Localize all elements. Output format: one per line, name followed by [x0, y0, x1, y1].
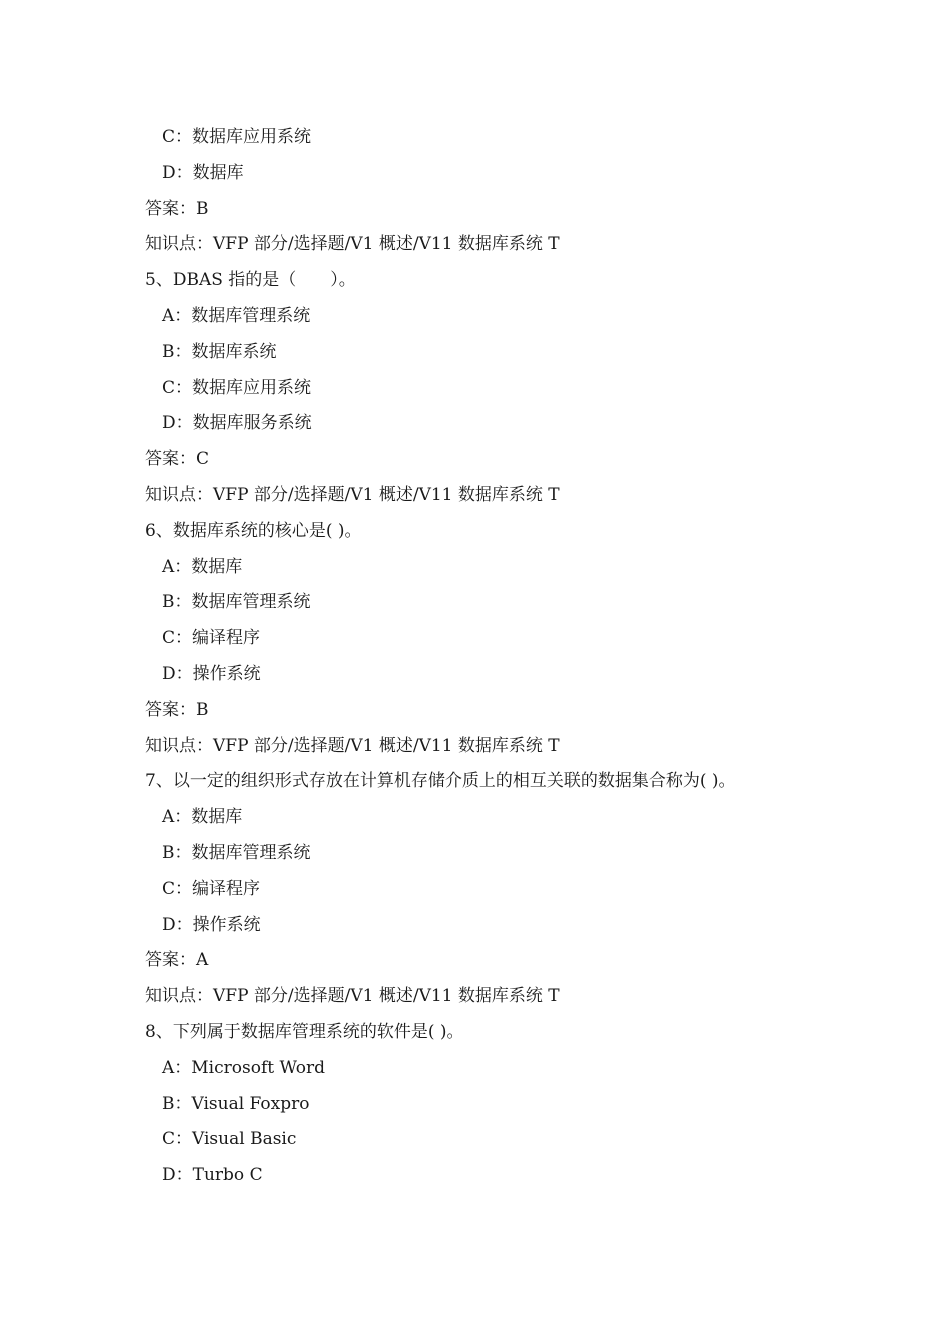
option-line: C：数据库应用系统	[162, 127, 312, 147]
option-line: D：数据库	[162, 162, 244, 183]
option-line: A：数据库	[162, 807, 243, 828]
option-line: D：Turbo C	[162, 1165, 263, 1186]
document-page	[145, 120, 845, 1194]
option-line: A：Microsoft Word	[162, 1057, 326, 1078]
question-line: 8、下列属于数据库管理系统的软件是( )。	[145, 1021, 464, 1042]
option-line: B：数据库系统	[162, 341, 277, 362]
option-line: C：编译程序	[162, 878, 261, 899]
option-line: A：数据库管理系统	[162, 305, 311, 326]
knowledge-point-line: 知识点：VFP 部分/选择题/V1 概述/V11 数据库系统 T	[145, 735, 560, 756]
option-line: C：Visual Basic	[162, 1129, 297, 1150]
option-line: B：数据库管理系统	[162, 592, 311, 613]
option-line: B：Visual Foxpro	[162, 1093, 310, 1114]
option-line: A：数据库	[162, 556, 243, 577]
question-line: 7、以一定的组织形式存放在计算机存储介质上的相互关联的数据集合称为( )。	[145, 771, 736, 792]
answer-line: 答案：C	[145, 449, 210, 470]
question-line: 6、数据库系统的核心是( )。	[145, 520, 362, 541]
answer-line: 答案：B	[145, 699, 209, 720]
option-line: C：编译程序	[162, 628, 261, 649]
knowledge-point-line: 知识点：VFP 部分/选择题/V1 概述/V11 数据库系统 T	[145, 234, 560, 255]
option-line: B：数据库管理系统	[162, 842, 311, 863]
knowledge-point-line: 知识点：VFP 部分/选择题/V1 概述/V11 数据库系统 T	[145, 484, 560, 505]
option-line: D：操作系统	[162, 663, 261, 684]
option-line: D：数据库服务系统	[162, 413, 312, 434]
knowledge-point-line: 知识点：VFP 部分/选择题/V1 概述/V11 数据库系统 T	[145, 986, 560, 1007]
question-line: 5、DBAS 指的是（ ）。	[145, 270, 356, 291]
option-line: C：数据库应用系统	[162, 377, 312, 398]
option-line: D：操作系统	[162, 914, 261, 935]
answer-line: 答案：B	[145, 198, 209, 219]
answer-line: 答案：A	[145, 950, 209, 971]
